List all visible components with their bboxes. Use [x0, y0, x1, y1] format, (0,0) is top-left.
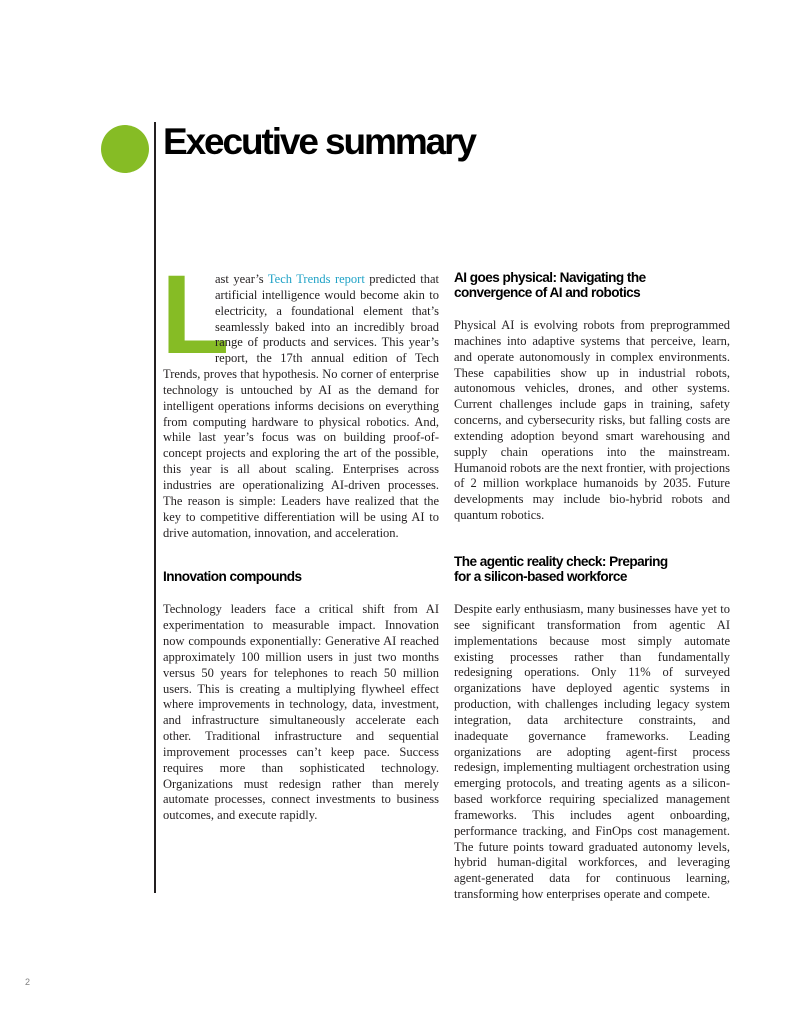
agentic-heading: [454, 554, 730, 584]
intro-paragraph: [161, 252, 439, 541]
innovation-body: Technology leaders face a critical shift from AI experimentation to measurable impact. Innovation now compounds exponentially: Generative AI reached approximately 100 million users in just two months versus 50 years for telephones to reach 50 million users. This is creating a multiplying flywheel effect where improvements in technology, data, investment, and infrastructure simultaneously accelerate each other. Traditional infrastructure and sequential improvement processes can’t keep pace. Success requires more than sophisticated technology. Organizations must redesign rather than merely automate processes, connect investments to business outcomes, and execute rapidly.: [163, 602, 439, 823]
physical-ai-heading: [454, 270, 730, 300]
tech-trends-report-link[interactable]: Tech Trends report: [267, 272, 365, 286]
right-column: [454, 270, 730, 903]
physical-ai-heading-line1: AI goes physical: Navigating the: [454, 270, 646, 285]
green-circle-icon: [101, 125, 149, 173]
drop-cap: L: [161, 252, 230, 377]
left-column: [161, 252, 439, 824]
physical-ai-heading-line2: convergence of AI and robotics: [454, 285, 641, 300]
page-number: 2: [25, 977, 31, 987]
intro-text-start: ast year’s: [215, 272, 268, 286]
page-title: Executive summary: [163, 121, 475, 162]
agentic-heading-line2: for a silicon-based workforce: [454, 568, 627, 584]
agentic-body: Despite early enthusiasm, many businesses have yet to see significant transformation from agentic AI implementations because most simply automate existing processes rather than fundamentally redesigning operations. Only 11% of surveyed organizations have deployed agentic systems in production, with challenges including legacy system integration, data architecture constraints, and inadequate governance frameworks. Leading organizations are adopting agent-first process redesign, implementing multiagent orchestration using emerging protocols, and treating agents as a silicon-based workforce requiring specialized management frameworks. This includes agent onboarding, performance tracking, and FinOps cost management. The future points toward graduated autonomy levels, hybrid human-digital workforces, and leveraging agent-generated data for continuous learning, transforming how enterprises operate and compete.: [454, 601, 730, 902]
intro-text-rest: predicted that artificial intelligence would become akin to electricity, a foundational element that’s seamlessly baked into an incredibly broad range of products and services. This year’s report, the 17th annual edition of Tech Trends, proves that hypothesis. No corner of enterprise technology is untouched by AI as the demand for intelligent operations informs decisions on everything from computing hardware to physical robotics. And, while last year’s focus was on building proof-of-concept projects and exploring the art of the possible, this year is all about scaling. Enterprises across industries are operationalizing AI-driven processes. The reason is simple: Leaders have realized that the key to competitive differentiation will be using AI to drive automation, innovation, and acceleration.: [163, 272, 439, 540]
vertical-rule: [154, 122, 156, 893]
innovation-heading: Innovation compounds: [163, 569, 302, 585]
agentic-heading-line1: The agentic reality check: Preparing: [454, 553, 668, 569]
physical-ai-body: Physical AI is evolving robots from preprogrammed machines into adaptive systems that perceive, learn, and operate autonomously in complex environments. These capabilities show up in industrial robots, autonomous vehicles, drones, and other systems. Current challenges include gaps in training, safety concerns, and cybersecurity risks, but falling costs are extending adoption beyond smart warehousing and supply chain operations into the mainstream. Humanoid robots are the next frontier, with projections of 2 million workplace humanoids by 2035. Future developments may include bio-hybrid robots and quantum robotics.: [454, 318, 730, 523]
